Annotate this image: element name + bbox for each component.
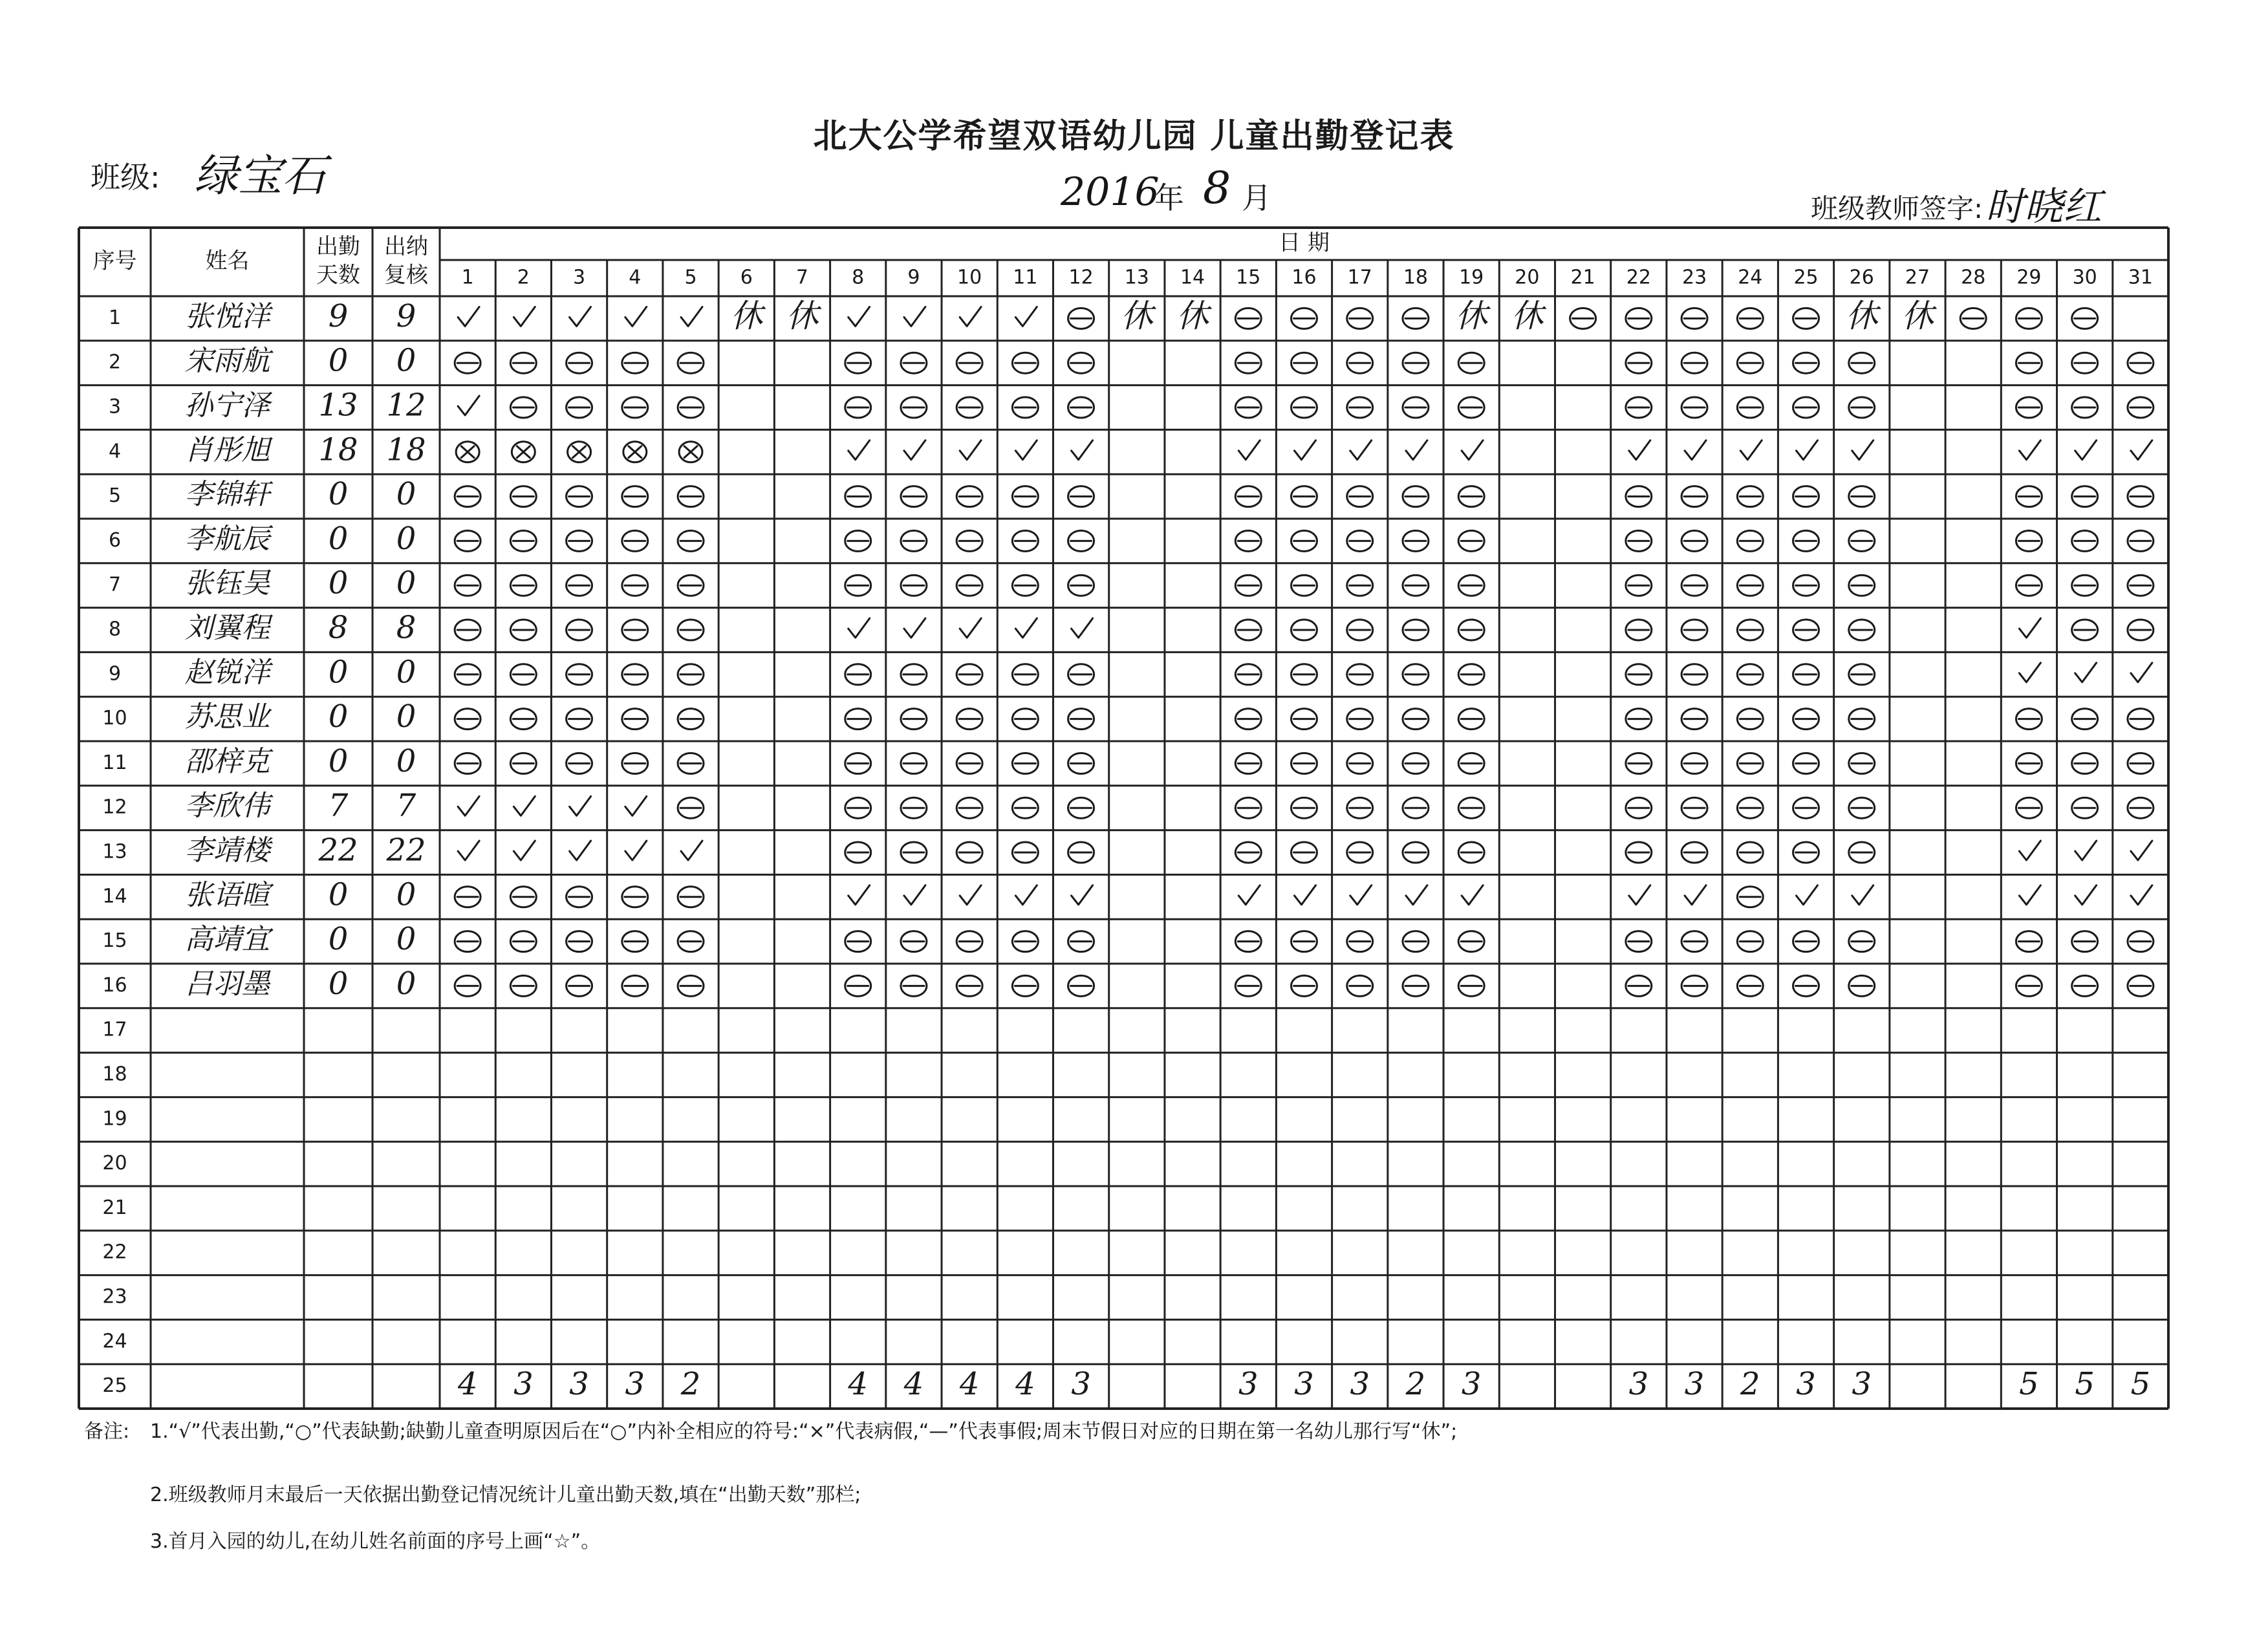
present-check-mark [960, 885, 981, 905]
student-name: 吕羽墨 [184, 967, 270, 1001]
present-check-mark [848, 307, 870, 326]
row-number: 24 [102, 1330, 127, 1353]
student-name: 邵梓克 [184, 744, 270, 778]
present-check-mark [625, 796, 647, 816]
present-check-mark [570, 796, 591, 816]
attendance-days-value: 0 [328, 876, 349, 913]
present-check-mark [2075, 885, 2097, 905]
row-number: 14 [102, 885, 127, 908]
review-value: 0 [396, 654, 416, 691]
present-check-mark [848, 618, 870, 638]
present-check-mark [1350, 440, 1372, 460]
daily-total-value: 4 [457, 1366, 478, 1403]
daily-total-value: 2 [680, 1366, 701, 1403]
day-number: 30 [2072, 266, 2097, 289]
review-value: 0 [396, 965, 416, 1002]
attendance-days-value: 0 [328, 520, 349, 557]
present-check-mark [1797, 885, 1818, 905]
row-number: 23 [102, 1285, 127, 1308]
row-number: 18 [102, 1063, 127, 1086]
day-number: 25 [1793, 266, 1819, 289]
rest-day-mark: 休 [1120, 297, 1153, 335]
day-number: 9 [907, 266, 920, 289]
present-check-mark [904, 307, 925, 326]
present-check-mark [1852, 440, 1874, 460]
day-number: 28 [1961, 266, 1986, 289]
present-check-mark [960, 440, 981, 460]
review-value: 7 [396, 787, 416, 824]
attendance-days-value: 9 [328, 298, 349, 334]
day-number: 19 [1459, 266, 1484, 289]
attendance-days-value: 22 [318, 832, 358, 869]
student-name: 张钰昊 [184, 567, 270, 600]
daily-total-value: 3 [1461, 1366, 1482, 1403]
present-check-mark [458, 307, 479, 326]
rest-day-mark: 休 [1455, 297, 1488, 335]
present-check-mark [681, 307, 702, 326]
present-check-mark [2019, 663, 2040, 682]
daily-total-value: 3 [1238, 1366, 1258, 1403]
day-number: 3 [573, 266, 586, 289]
review-value: 0 [396, 565, 416, 601]
daily-total-value: 3 [1796, 1366, 1816, 1403]
day-number: 31 [2128, 266, 2153, 289]
row-number: 3 [108, 395, 122, 418]
class-label: 班级: [91, 160, 160, 195]
daily-total-value: 2 [1405, 1366, 1426, 1403]
attendance-days-value: 18 [318, 431, 358, 468]
review-value: 0 [396, 876, 416, 913]
present-check-mark [1295, 885, 1316, 905]
student-name: 宋雨航 [184, 344, 270, 378]
present-check-mark [2019, 618, 2040, 638]
day-number: 18 [1403, 266, 1429, 289]
review-value: 22 [386, 832, 426, 869]
day-number: 5 [684, 266, 697, 289]
present-check-mark [2131, 885, 2152, 905]
daily-total-value: 4 [959, 1366, 980, 1403]
review-value: 9 [396, 298, 416, 334]
day-number: 13 [1124, 266, 1149, 289]
present-check-mark [1295, 440, 1316, 460]
day-number: 23 [1681, 266, 1707, 289]
review-value: 0 [396, 698, 416, 735]
student-name: 李锦轩 [184, 478, 270, 512]
day-number: 2 [517, 266, 530, 289]
student-name: 张悦洋 [184, 299, 270, 333]
present-check-mark [2019, 841, 2040, 860]
student-name: 赵锐洋 [184, 656, 270, 689]
rest-day-mark: 休 [1901, 297, 1934, 335]
present-check-mark [2019, 885, 2040, 905]
present-check-mark [513, 307, 535, 326]
review-value: 0 [396, 342, 416, 379]
attendance-days-value: 0 [328, 476, 349, 513]
present-check-mark [2131, 841, 2152, 860]
present-check-mark [1072, 885, 1093, 905]
month-handwritten: 8 [1203, 163, 1231, 214]
row-number: 17 [102, 1018, 127, 1041]
review-value: 0 [396, 921, 416, 958]
present-check-mark [848, 440, 870, 460]
review-value: 0 [396, 520, 416, 557]
present-check-mark [1797, 440, 1818, 460]
student-name: 张语暄 [184, 878, 270, 912]
present-check-mark [570, 307, 591, 326]
present-check-mark [1462, 440, 1483, 460]
row-number: 8 [108, 618, 122, 641]
day-number: 24 [1738, 266, 1763, 289]
review-value: 12 [386, 387, 426, 424]
day-number: 1 [461, 266, 474, 289]
row-number: 22 [102, 1240, 127, 1264]
row-number: 6 [108, 528, 122, 552]
teacher-signature-label: 班级教师签字: [1811, 193, 1983, 224]
year-handwritten: 2016 [1061, 169, 1160, 215]
day-number: 27 [1905, 266, 1930, 289]
student-name: 李靖楼 [184, 834, 270, 867]
student-name: 苏思业 [184, 700, 270, 734]
notes-label: 备注: [84, 1420, 130, 1443]
student-name: 孙宁泽 [184, 389, 270, 422]
row-number: 21 [102, 1196, 127, 1219]
present-check-mark [848, 885, 870, 905]
daily-total-value: 5 [2019, 1366, 2039, 1403]
present-check-mark [1238, 885, 1260, 905]
month-label: 月 [1242, 180, 1271, 215]
row-number: 19 [102, 1107, 127, 1131]
day-number: 11 [1013, 266, 1038, 289]
attendance-days-value: 0 [328, 565, 349, 601]
daily-total-value: 5 [2075, 1366, 2095, 1403]
daily-total-value: 4 [1015, 1366, 1035, 1403]
student-name: 高靖宜 [184, 923, 270, 957]
present-check-mark [1015, 440, 1037, 460]
rest-day-mark: 休 [786, 297, 819, 335]
present-check-mark [1462, 885, 1483, 905]
header-review-line2: 复核 [384, 262, 428, 288]
rest-day-mark: 休 [1176, 297, 1209, 335]
attendance-days-value: 13 [318, 387, 358, 424]
daily-total-value: 3 [1294, 1366, 1314, 1403]
present-check-mark [625, 307, 647, 326]
present-check-mark [458, 396, 479, 415]
present-check-mark [2075, 440, 2097, 460]
attendance-days-value: 8 [328, 609, 349, 646]
present-check-mark [1406, 885, 1427, 905]
row-number: 15 [102, 929, 127, 953]
row-number: 12 [102, 796, 127, 819]
attendance-days-value: 0 [328, 654, 349, 691]
daily-total-value: 3 [1684, 1366, 1705, 1403]
present-check-mark [904, 440, 925, 460]
present-check-mark [1740, 440, 1762, 460]
day-number: 22 [1626, 266, 1651, 289]
review-value: 8 [396, 609, 416, 646]
attendance-days-value: 7 [328, 787, 349, 824]
present-check-mark [1015, 618, 1037, 638]
student-name: 李欣伟 [184, 789, 270, 823]
daily-total-value: 3 [513, 1366, 534, 1403]
present-check-mark [2131, 663, 2152, 682]
day-number: 7 [795, 266, 809, 289]
day-number: 17 [1347, 266, 1372, 289]
day-number: 6 [740, 266, 753, 289]
day-number: 15 [1236, 266, 1261, 289]
present-check-mark [625, 841, 647, 860]
present-check-mark [904, 885, 925, 905]
rest-day-mark: 休 [1845, 297, 1878, 335]
daily-total-value: 3 [569, 1366, 589, 1403]
daily-total-value: 3 [1628, 1366, 1649, 1403]
header-name: 姓名 [205, 248, 250, 274]
header-attendance-days-line1: 出勤 [316, 233, 360, 260]
day-number: 4 [629, 266, 642, 289]
note-line-2: 2.班级教师月末最后一天依据出勤登记情况统计儿童出勤天数,填在“出勤天数”那栏; [150, 1484, 861, 1506]
day-number: 29 [2016, 266, 2042, 289]
daily-total-value: 3 [1071, 1366, 1091, 1403]
present-check-mark [513, 841, 535, 860]
teacher-signature: 时晓红 [1985, 184, 2102, 230]
review-value: 0 [396, 476, 416, 513]
review-value: 18 [386, 431, 426, 468]
row-number: 1 [108, 306, 122, 329]
day-number: 20 [1515, 266, 1540, 289]
day-number: 8 [852, 266, 865, 289]
row-number: 11 [102, 751, 127, 774]
header-attendance-days-line2: 天数 [316, 262, 360, 288]
row-number: 7 [108, 573, 122, 596]
header-date: 日 期 [1279, 230, 1330, 256]
present-check-mark [1406, 440, 1427, 460]
header-review-line1: 出纳 [384, 233, 428, 260]
student-name: 李航辰 [184, 522, 270, 556]
present-check-mark [2075, 663, 2097, 682]
present-check-mark [1685, 885, 1706, 905]
row-number: 4 [108, 440, 122, 463]
header-index: 序号 [92, 248, 137, 274]
daily-total-value: 3 [1350, 1366, 1370, 1403]
present-check-mark [1015, 885, 1037, 905]
row-number: 13 [102, 840, 127, 863]
note-line-3: 3.首月入园的幼儿,在幼儿姓名前面的序号上画“☆”。 [150, 1530, 601, 1553]
attendance-days-value: 0 [328, 921, 349, 958]
daily-total-value: 4 [903, 1366, 924, 1403]
day-number: 26 [1849, 266, 1874, 289]
present-check-mark [1685, 440, 1706, 460]
present-check-mark [1238, 440, 1260, 460]
present-check-mark [1015, 307, 1037, 326]
day-number: 16 [1291, 266, 1317, 289]
rest-day-mark: 休 [730, 297, 763, 335]
present-check-mark [1072, 440, 1093, 460]
daily-total-value: 4 [848, 1366, 868, 1403]
present-check-mark [960, 618, 981, 638]
day-number: 21 [1570, 266, 1595, 289]
present-check-mark [1629, 440, 1650, 460]
present-check-mark [1350, 885, 1372, 905]
present-check-mark [458, 796, 479, 816]
daily-total-value: 5 [2130, 1366, 2151, 1403]
present-check-mark [1072, 618, 1093, 638]
row-number: 2 [108, 351, 122, 374]
attendance-days-value: 0 [328, 342, 349, 379]
attendance-days-value: 0 [328, 698, 349, 735]
present-check-mark [1852, 885, 1874, 905]
day-number: 12 [1068, 266, 1094, 289]
day-number: 10 [957, 266, 982, 289]
class-name-handwritten: 绿宝石 [194, 151, 327, 202]
student-name: 刘翼程 [184, 611, 270, 645]
row-number: 5 [108, 484, 122, 508]
row-number: 20 [102, 1152, 127, 1175]
row-number: 16 [102, 973, 127, 997]
daily-total-value: 3 [625, 1366, 645, 1403]
page-title: 北大公学希望双语幼儿园 儿童出勤登记表 [813, 117, 1455, 156]
attendance-days-value: 0 [328, 965, 349, 1002]
year-label: 年 [1154, 180, 1184, 215]
present-check-mark [904, 618, 925, 638]
review-value: 0 [396, 742, 416, 779]
present-check-mark [2019, 440, 2040, 460]
present-check-mark [513, 796, 535, 816]
present-check-mark [2075, 841, 2097, 860]
attendance-days-value: 0 [328, 742, 349, 779]
present-check-mark [2131, 440, 2152, 460]
present-check-mark [570, 841, 591, 860]
student-name: 肖彤旭 [184, 433, 270, 467]
present-check-mark [681, 841, 702, 860]
row-number: 10 [102, 707, 127, 730]
daily-total-value: 2 [1740, 1366, 1760, 1403]
daily-total-value: 3 [1852, 1366, 1872, 1403]
present-check-mark [960, 307, 981, 326]
row-number: 9 [108, 662, 122, 686]
present-check-mark [1629, 885, 1650, 905]
row-number: 25 [102, 1374, 127, 1398]
note-line-1: 1.“√”代表出勤,“○”代表缺勤;缺勤儿童查明原因后在“○”内补全相应的符号:“×”代表病假,“—”代表事假;周末节假日对应的日期在第一名幼儿那行写“休”; [150, 1420, 1458, 1443]
day-number: 14 [1180, 266, 1205, 289]
rest-day-mark: 休 [1511, 297, 1544, 335]
present-check-mark [458, 841, 479, 860]
